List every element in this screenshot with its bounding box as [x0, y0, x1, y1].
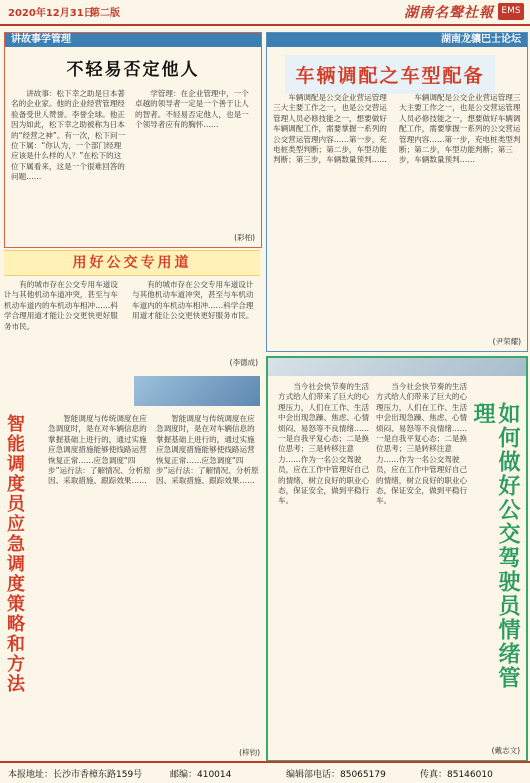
article-bottom-right — [266, 356, 528, 762]
article-body: 当今社会快节奏的生活方式给人们带来了巨大的心理压力，人们在工作、生活中会出现急躁、焦虑、心情烦闷、易怒等不良情绪……一是自我平复心态；二是换位思考；三是转移注意力……作为一名公交驾驶员，应在工作中管理好自己的情绪，树立良好的职业心态，保证安全，做到平稳行车。 — [278, 382, 370, 506]
article-author: (尹荣耀) — [492, 337, 521, 346]
article-body-2: 智能调度与传统调度在应急调度时，是在对车辆信息的掌握基础上进行的，通过实施应急调度措施能够使线路运营恢复正常……应急调度“四步”运行法：了解情况、分析原因、采取措施、跟踪效果…… — [156, 414, 259, 486]
issue-date: 2020年12月31日 — [8, 8, 94, 19]
article-author: (李德成) — [229, 358, 258, 367]
article-body-2: 学管理：在企业管理中，一个卓越的领导者一定是一个善于让人的智者。不轻易否定他人，也是一个领导者应有的胸怀…… — [135, 89, 249, 130]
article-body: 有的城市存在公交专用车道设计与其他机动车道冲突，甚至与车机动车道内的车机动车相冲……科学合理用道才能让公交更快更好服务市民。 — [4, 280, 118, 331]
page-number: 第二版 — [90, 8, 120, 19]
footer-fax: 传真：85146010 — [420, 770, 493, 780]
article-body-2: 车辆调配是公交企业营运管理三大主要工作之一，也是公交营运管理人员必修技能之一，想要做好车辆调配工作，需要掌握一系列的公交营运管理内容……第一步，充电桩类型判断；第二步，车型功能判断；第三步，车辆数量预判…… — [399, 93, 521, 165]
article-author: (彩柏) — [234, 233, 255, 242]
article-bottom-left — [4, 414, 262, 758]
article-author: (梓钧) — [239, 748, 260, 757]
article-body: 智能调度与传统调度在应急调度时，是在对车辆信息的掌握基础上进行的，通过实施应急调度措施能够使线路运营恢复正常……应急调度“四步”运行法：了解情况、分析原因、采取措施、跟踪效果…… — [48, 414, 151, 486]
article-body: 车辆调配是公交企业营运管理三大主要工作之一，也是公交营运管理人员必修技能之一，想要做好车辆调配工作，需要掌握一系列的公交营运管理内容……第一步，充电桩类型判断；第二步，车型功能判断；第三步，车辆数量预判…… — [273, 93, 387, 165]
article-body-2: 当今社会快节奏的生活方式给人们带来了巨大的心理压力，人们在工作、生活中会出现急躁、焦虑、心情烦闷、易怒等不良情绪……一是自我平复心态；二是换位思考；三是转移注意力……作为一名公交驾驶员，应在工作中管理好自己的情绪，树立良好的职业心态，保证安全，做到平稳行车。 — [376, 382, 468, 506]
article-author: (戴志文) — [491, 746, 520, 755]
vertical-title-wrap — [4, 414, 40, 758]
footer-address: 本报地址：长沙市香樟东路159号 — [8, 770, 143, 780]
article-title: 如何做好公交驾驶员情绪管理 — [470, 402, 520, 690]
section-bar: 湖南龙骧巴士论坛 — [267, 33, 527, 47]
footer-postcode: 邮编：410014 — [170, 770, 232, 780]
article-title: 车辆调配之车型配备 — [285, 55, 495, 94]
article-title: 智能调度员应急调度策略和方法 — [4, 414, 25, 694]
article-top-left — [4, 32, 262, 248]
badge: EMS — [498, 3, 524, 20]
footer — [0, 761, 530, 783]
article-body-2: 有的城市存在公交专用车道设计与其他机动车道冲突，甚至与车机动车道内的车机动车相冲……科学合理用道才能让公交更快更好服务市民。 — [132, 280, 254, 321]
masthead — [0, 0, 530, 26]
article-photo — [134, 376, 260, 406]
article-header-photo — [268, 358, 526, 376]
article-body: 讲故事：松下幸之助是日本著名的企业家。他的企业经营管理经验备受世人赞誉。李誉全球。他正因为如此，松下幸之助被称为日本的“经营之神”。有一次，松下问一位下属：“你认为，一个部门经理应该是什么样的人？”在松下的这位下属看来，这是一个很难回答的问题…… — [11, 89, 126, 182]
article-title: 不轻易否定他人 — [66, 60, 200, 80]
article-middle-left — [4, 250, 260, 368]
footer-phone: 编辑部电话：85065179 — [286, 770, 386, 780]
section-bar: 讲故事学管理 — [5, 33, 261, 47]
article-banner: 用好公交专用道 — [4, 250, 260, 276]
newspaper-logo: 湖南名聲社報 — [404, 5, 494, 21]
article-top-right — [266, 32, 528, 352]
